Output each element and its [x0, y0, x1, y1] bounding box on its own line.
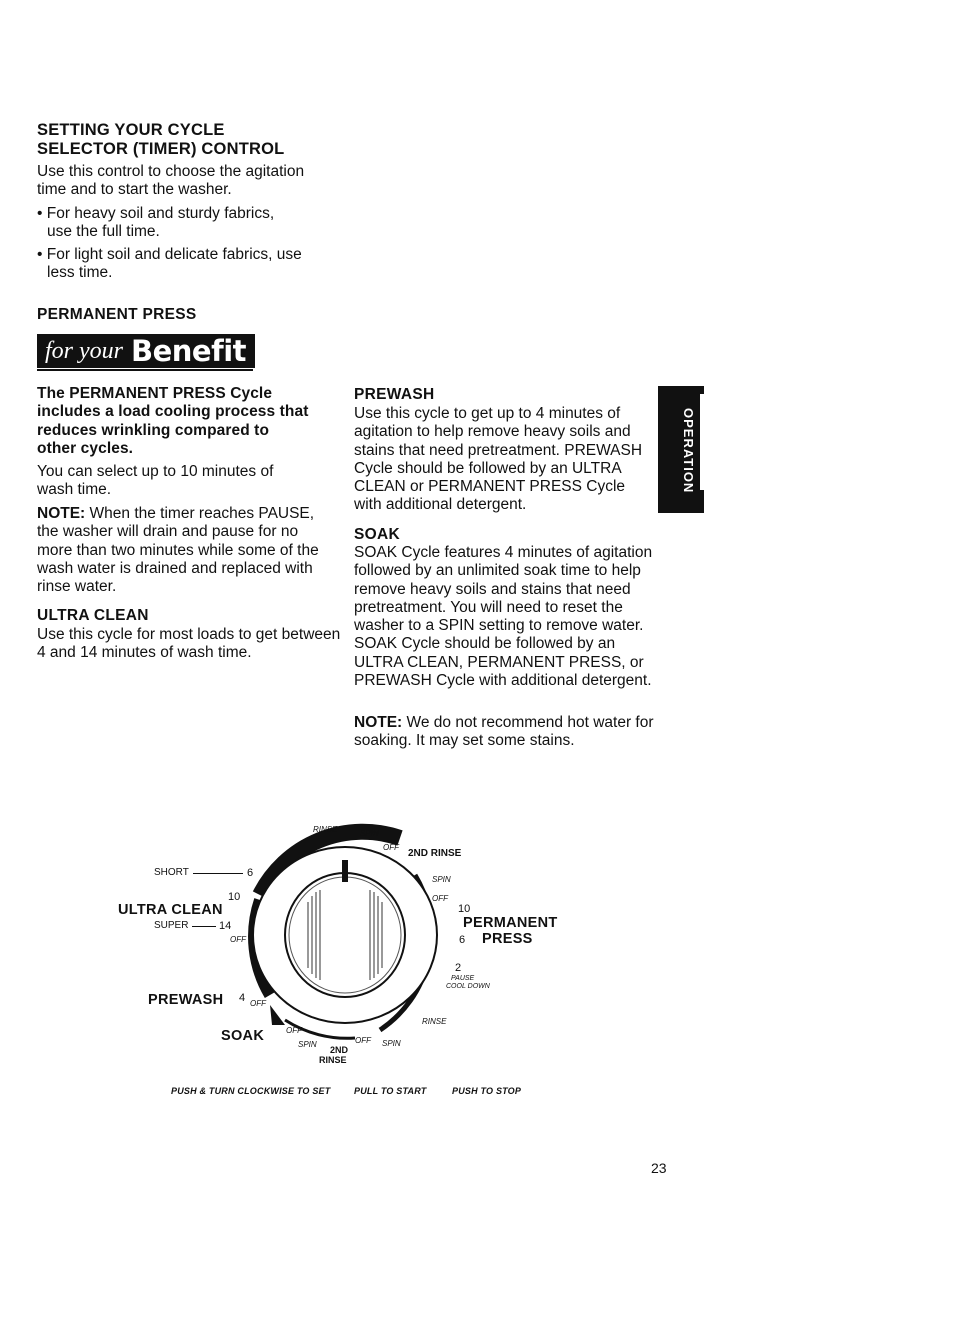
page-number: 23	[651, 1160, 667, 1176]
dial-permanent: PERMANENT	[463, 915, 558, 931]
ultra-clean-heading: ULTRA CLEAN	[37, 607, 149, 624]
bullet-light-soil: • For light soil and delicate fabrics, use less time.	[37, 245, 302, 281]
dial-off-top: OFF	[383, 843, 399, 852]
banner-for-your: for your	[45, 337, 123, 364]
dial-rinse-top: RINSE	[313, 825, 338, 834]
dial-ultra-clean: ULTRA CLEAN	[118, 902, 223, 918]
permanent-press-heading: PERMANENT PRESS	[37, 306, 197, 323]
dial-press: PRESS	[482, 931, 533, 947]
dial-short-line	[193, 873, 243, 874]
side-tab-label: OPERATION	[681, 408, 696, 494]
dial-off-soak: OFF	[286, 1026, 302, 1035]
bullet-list	[37, 205, 302, 286]
bullet-heavy-soil: • For heavy soil and sturdy fabrics, use the full time.	[37, 205, 275, 241]
soak-heading: SOAK	[354, 526, 400, 543]
dial-knob-inner	[285, 873, 405, 997]
section-title-line2: SELECTOR (TIMER) CONTROL	[37, 140, 285, 158]
for-your-benefit-banner	[37, 334, 255, 368]
dial-10-left: 10	[228, 891, 241, 903]
permanent-press-text: You can select up to 10 minutes of wash time.	[37, 463, 274, 499]
dial-soak: SOAK	[221, 1028, 265, 1044]
dial-super-line	[192, 926, 216, 927]
banner-rule	[37, 369, 253, 371]
dial-2nd-bottom: 2ND	[330, 1045, 349, 1055]
dial-pointer-arrow	[270, 1005, 285, 1025]
caption-push-to-stop: PUSH TO STOP	[452, 1086, 522, 1096]
dial-prewash: PREWASH	[148, 992, 224, 1008]
prewash-heading: PREWASH	[354, 386, 435, 403]
dial-pause: PAUSE	[451, 975, 475, 982]
dial-6-right: 6	[459, 934, 466, 946]
dial-off-right: OFF	[432, 894, 448, 903]
dial-spin-right: SPIN	[432, 875, 451, 884]
dial-rinse-bottom: RINSE	[319, 1055, 347, 1065]
dial-spin-bottom-right: SPIN	[382, 1039, 401, 1048]
ultra-clean-text: Use this cycle for most loads to get between 4 and 14 minutes of wash time.	[37, 626, 341, 662]
section-intro: Use this control to choose the agitation time and to start the washer.	[37, 163, 305, 199]
soak-note	[354, 714, 659, 751]
dial-off-left: OFF	[230, 935, 246, 944]
dial-spin-top: SPIN	[360, 829, 379, 838]
dial-off-bottom: OFF	[355, 1036, 371, 1045]
caption-pull-to-start: PULL TO START	[354, 1086, 427, 1096]
section-title-line1: SETTING YOUR CYCLE	[37, 121, 225, 139]
operation-side-tab	[658, 386, 704, 513]
tab-notch	[700, 394, 704, 490]
dial-pointer	[342, 860, 348, 882]
prewash-text: Use this cycle to get up to 4 minutes of agitation to help remove heavy soils and stains that need pretreatment. PREWASH Cycle should be followed by an ULTRA CLEAN or PERMANENT PRESS Cycle with additional detergent.	[354, 405, 643, 514]
dial-10-right: 10	[458, 903, 471, 915]
dial-off-prewash: OFF	[250, 999, 266, 1008]
soak-note-text: We do not recommend hot water for soaking. It may set some stains.	[354, 714, 654, 750]
dial-spin-bottom-left: SPIN	[298, 1040, 317, 1049]
dial-2: 2	[455, 962, 462, 974]
dial-rinse-bottom-right: RINSE	[422, 1017, 447, 1026]
dial-6-left: 6	[247, 867, 254, 879]
note-text: When the timer reaches PAUSE, the washer will drain and pause for no more than two minutes while some of the wash water is drained and replaced with rinse water.	[37, 505, 319, 596]
dial-4: 4	[239, 992, 246, 1004]
soak-text: SOAK Cycle features 4 minutes of agitation followed by an unlimited soak time to help remove heavy soils and stains that need pretreatment. You will need to reset the washer to a SPIN setting to remove water. SOAK Cycle should be followed by an ULTRA CLEAN, PERMANENT PRESS, or PREWASH Cycle with additional detergent.	[354, 544, 653, 690]
dial-14: 14	[219, 920, 232, 932]
note-label: NOTE:	[37, 505, 86, 522]
permanent-press-lead: The PERMANENT PRESS Cycle includes a load cooling process that reduces wrinkling compared to other cycles.	[37, 385, 309, 457]
section-title	[37, 121, 357, 159]
caption-push-turn: PUSH & TURN CLOCKWISE TO SET	[171, 1086, 331, 1096]
dial-cool-down: COOL DOWN	[446, 983, 490, 990]
dial-short: SHORT	[154, 867, 189, 878]
dial-super: SUPER	[154, 920, 189, 931]
soak-note-label: NOTE:	[354, 714, 403, 731]
permanent-press-note	[37, 505, 337, 596]
banner-benefit: Benefit	[131, 334, 247, 368]
dial-2nd-rinse-top: 2ND RINSE	[408, 848, 462, 859]
